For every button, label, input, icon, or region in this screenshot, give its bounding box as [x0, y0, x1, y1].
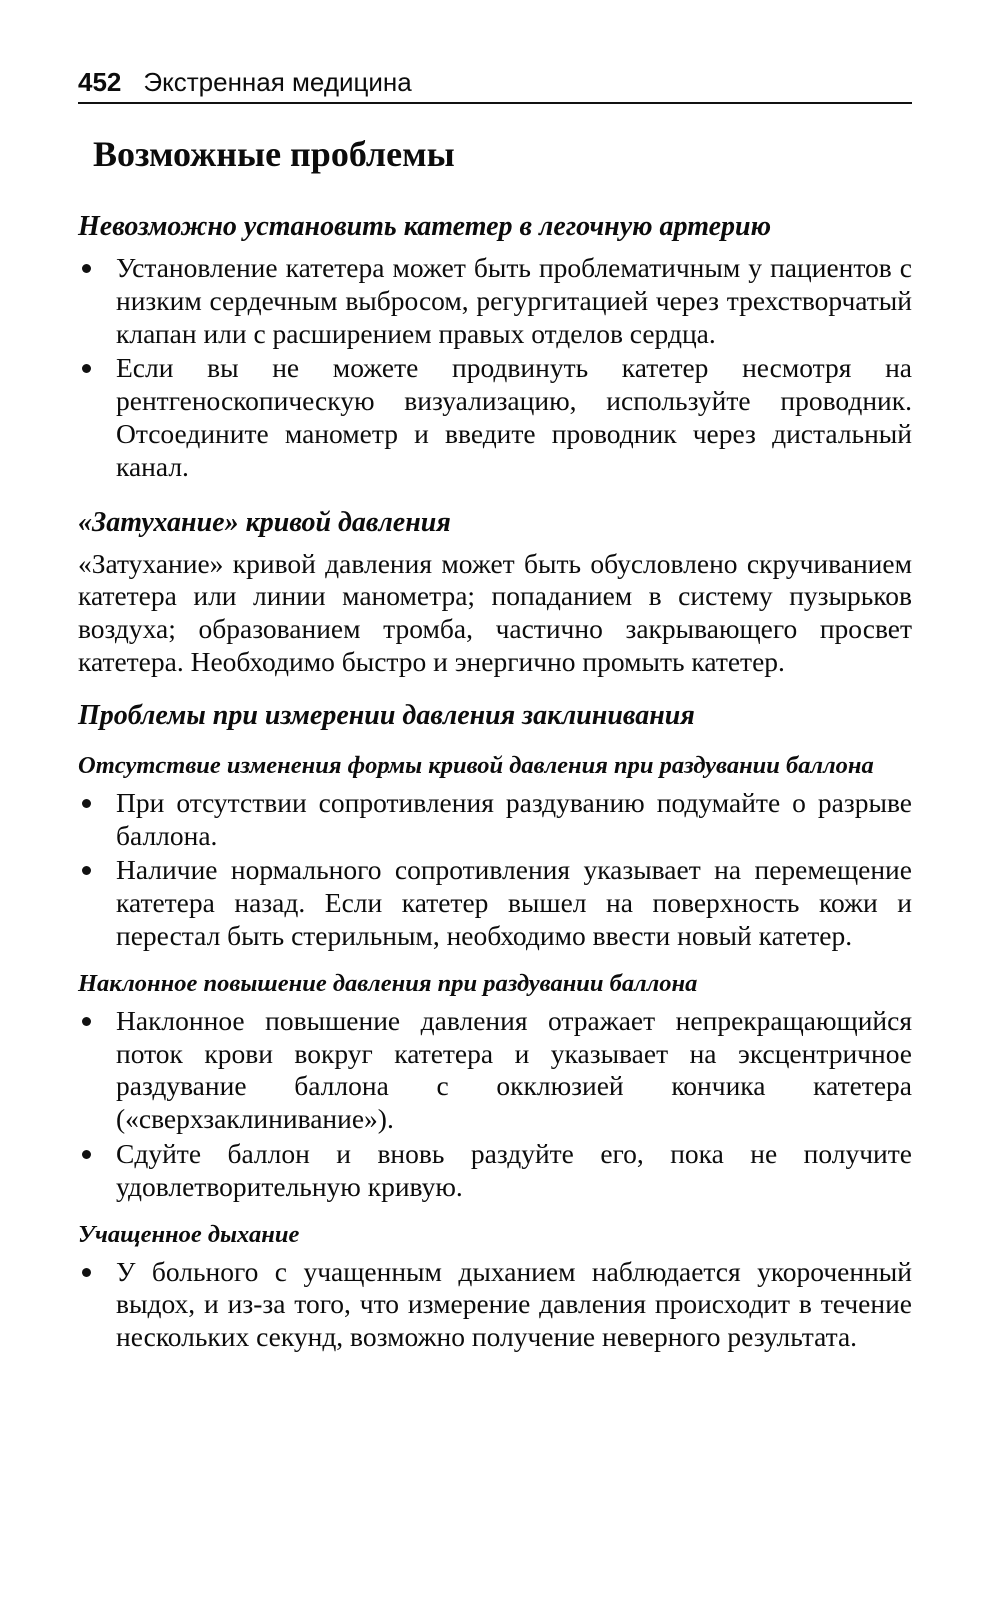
page-title: Возможные проблемы — [93, 134, 455, 174]
bullet-list — [78, 1256, 912, 1354]
body-text — [78, 210, 912, 1356]
bullet-list — [78, 252, 912, 484]
list-item — [78, 787, 912, 853]
bullet-icon — [82, 1150, 91, 1159]
bullet-list — [78, 787, 912, 953]
page-number: 452 — [78, 67, 122, 97]
section-heading: Проблемы при измерении давления заклинивания — [78, 699, 695, 731]
running-header — [78, 66, 912, 104]
list-item-text: Сдуйте баллон и вновь раздуйте его, пока не получите удовлетворительную кривую. — [116, 1137, 912, 1202]
list-item — [78, 1005, 912, 1136]
bullet-list — [78, 1005, 912, 1204]
bullet-icon — [82, 364, 91, 373]
section-heading: Невозможно установить катетер в легочную артерию — [78, 211, 772, 242]
list-item-text: Если вы не можете продвинуть катетер несмотря на рентгеноскопическую визуализацию, используйте проводник. Отсоедините манометр и введите проводник через дистальный канал. — [116, 352, 912, 482]
bullet-icon — [82, 1268, 91, 1277]
bullet-icon — [82, 799, 91, 808]
bullet-icon — [82, 1017, 91, 1026]
list-item — [78, 252, 912, 350]
list-item — [78, 352, 912, 483]
list-item-text: При отсутствии сопротивления раздуванию подумайте о разрыве баллона. — [116, 786, 912, 851]
list-item-text: Наклонное повышение давления отражает непрекращающийся поток крови вокруг катетера и указывает на эксцентричное раздувание баллона с окклюзией кончика катетера («сверхзаклинивание»). — [116, 1004, 912, 1135]
list-item-text: Установление катетера может быть проблематичным у пациентов с низким сердечным выбросом, регургитацией через трехстворчатый клапан или с расширением правых отделов сердца. — [116, 252, 912, 349]
list-item-text: Наличие нормального сопротивления указывает на перемещение катетера назад. Если катетер вышел на поверхность кожи и перестал быть стерильным, необходимо ввести новый катетер. — [116, 854, 912, 951]
bullet-icon — [82, 866, 91, 875]
subsection-heading: Отсутствие изменения формы кривой давления при раздувании баллона — [78, 751, 874, 779]
running-title: Экстренная медицина — [143, 67, 412, 97]
subsection-heading: Наклонное повышение давления при раздувании баллона — [78, 969, 698, 997]
list-item — [78, 854, 912, 952]
paragraph: «Затухание» кривой давления может быть обусловлено скручиванием катетера или линии манометра; попаданием в систему пузырьков воздуха; образованием тромба, частично закрывающего просвет катетера. Необходимо быстро и энергично промыть катетер. — [78, 547, 912, 677]
list-item-text: У больного с учащенным дыханием наблюдается укороченный выдох, и из-за того, что измерение давления происходит в течение нескольких секунд, возможно получение неверного результата. — [116, 1255, 912, 1353]
list-item — [78, 1256, 912, 1354]
list-item — [78, 1138, 912, 1204]
subsection-heading: Учащенное дыхание — [78, 1220, 300, 1248]
section-heading: «Затухание» кривой давления — [78, 506, 451, 538]
bullet-icon — [82, 264, 91, 273]
